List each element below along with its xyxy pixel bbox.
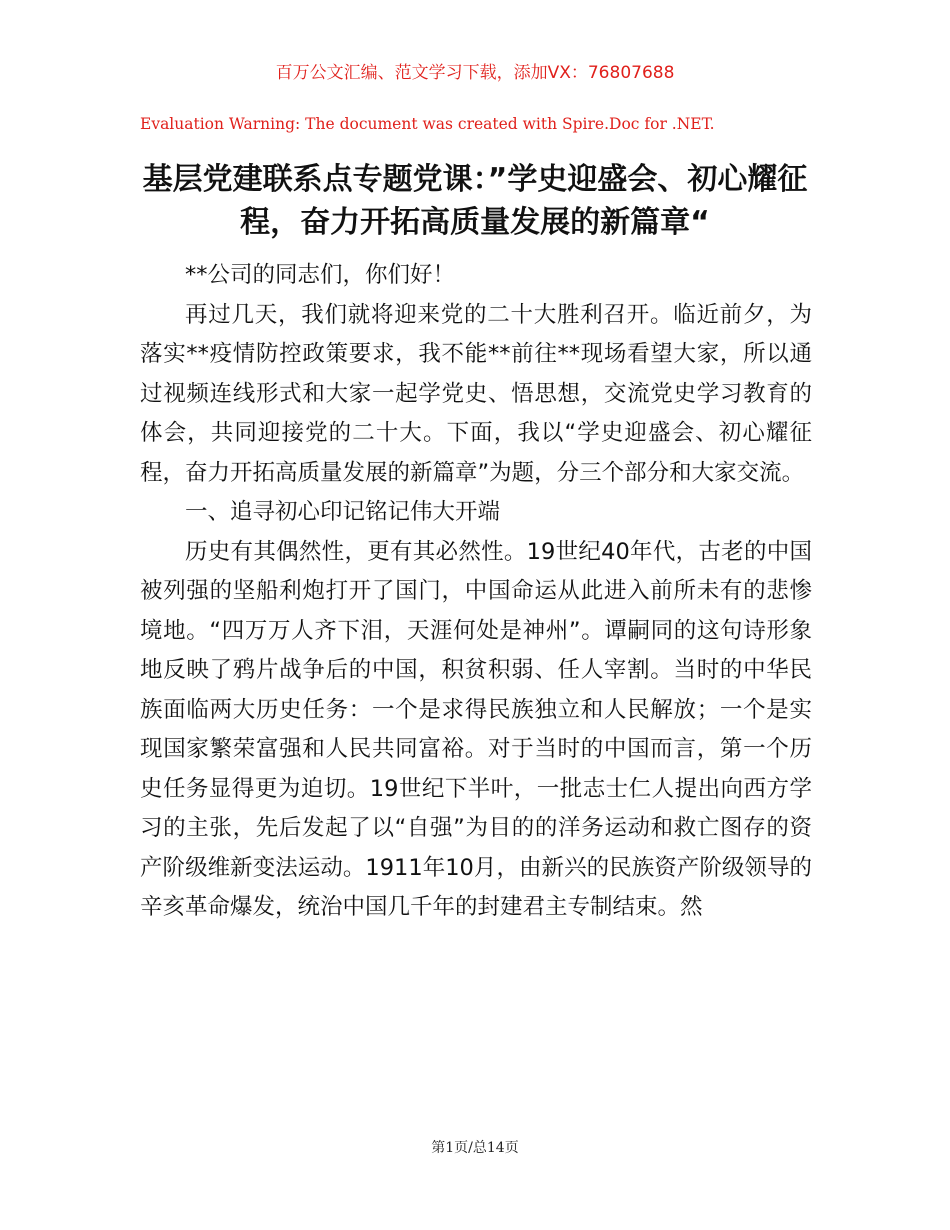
- document-title: 基层党建联系点专题党课：”学史迎盛会、初心耀征程，奋力开拓高质量发展的新篇章“: [142, 162, 808, 240]
- evaluation-warning: Evaluation Warning: The document was created with Spire.Doc for .NET.: [140, 115, 715, 133]
- body-paragraph: 历史有其偶然性，更有其必然性。19世纪40年代，古老的中国被列强的坚船利炮打开了国门，中国命运从此进入前所未有的悲惨境地。“四万万人齐下泪，天涯何处是神州”。谭嗣同的这句诗形象地反映了鸦片战争后的中国，积贫积弱、任人宰割。当时的中华民族面临两大历史任务：一个是求得民族独立和人民解放；一个是实现国家繁荣富强和人民共同富裕。对于当时的中国而言，第一个历史任务显得更为迫切。19世纪下半叶，一批志士仁人提出向西方学习的主张，先后发起了以“自强”为目的的洋务运动和救亡图存的资产阶级维新变法运动。1911年10月，由新兴的民族资产阶级领导的辛亥革命爆发，统治中国几千年的封建君主专制结束。然: [140, 538, 812, 920]
- document-body: [140, 256, 812, 928]
- section-heading: 一、追寻初心印记铭记伟大开端: [185, 499, 501, 525]
- salutation-paragraph: **公司的同志们，你们好！: [185, 262, 456, 288]
- page-footer: 第1页/总14页: [431, 1140, 519, 1156]
- header-ad-text: 百万公文汇编、范文学习下载，添加VX：76807688: [275, 63, 675, 83]
- intro-paragraph: 再过几天，我们就将迎来党的二十大胜利召开。临近前夕，为落实**疫情防控政策要求，我不能**前往**现场看望大家，所以通过视频连线形式和大家一起学党史、悟思想，交流党史学习教育的体会，共同迎接党的二十大。下面，我以“学史迎盛会、初心耀征程，奋力开拓高质量发展的新篇章”为题，分三个部分和大家交流。: [140, 301, 812, 486]
